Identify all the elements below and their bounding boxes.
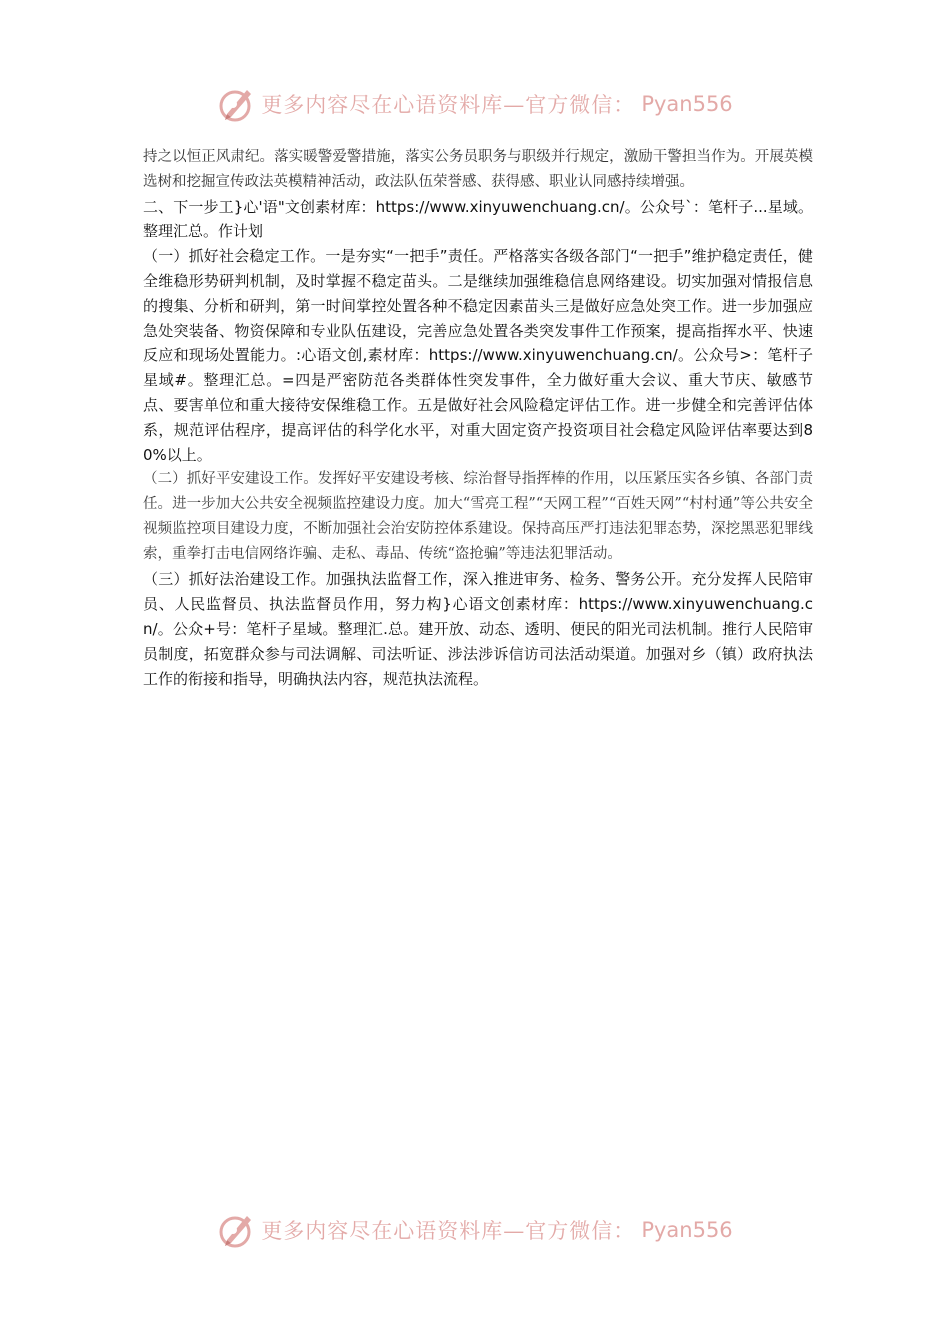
paragraph-social-stability: （一）抓好社会稳定工作。一是夯实“一把手”责任。严格落实各级各部门“一把手”维护稳定责任，健全维稳形势研判机制，及时掌握不稳定苗头。二是继续加强维稳信息网络建设。切实加强对情报信息的搜集、分析和研判，第一时间掌控处置各种不稳定因素苗头三是做好应急处突工作。进一步加强应急处突装备、物资保障和专业队伍建设，完善应急处置各类突发事件工作预案，提高指挥水平、快速反应和现场处置能力。:心语文创,素材库：https://www.xinyuwenchuang.cn/。公众号>：笔杆子星域#。整理汇总。=四是严密防范各类群体性突发事件，全力做好重大会议、重大节庆、敏感节点、要害单位和重大接待安保维稳工作。五是做好社会风险稳定评估工作。进一步健全和完善评估体系，规范评估程序，提高评估的科学化水平，对重大固定资产投资项目社会稳定风险评估率要达到80%以上。 (143, 247, 813, 464)
wechat-id: Pyan556 (641, 92, 733, 116)
wechat-id: Pyan556 (641, 1218, 733, 1242)
paragraph-safety-construction: （二）抓好平安建设工作。发挥好平安建设考核、综治督导指挥棒的作用，以压紧压实各乡镇、各部门责任。进一步加大公共安全视频监控建设力度。加大“雪亮工程”“天网工程”“百姓天网”“村村通”等公共安全视频监控项目建设力度，不断加强社会治安防控体系建设。保持高压严打违法犯罪态势，深挖黑恶犯罪线索，重拳打击电信网络诈骗、走私、毒品、传统“盗抢骗”等违法犯罪活动。 (143, 471, 813, 563)
header-banner (0, 82, 950, 126)
section-heading-next-steps: 二、下一步工}心'语"文创素材库：https://www.xinyuwenchuang.cn/。公众号`：笔杆子...星域。整理汇总。作计划 (143, 197, 813, 241)
banner-text: 更多内容尽在心语资料库—官方微信： (261, 1219, 636, 1243)
banner-text: 更多内容尽在心语资料库—官方微信： (261, 93, 636, 117)
pen-logo-icon (217, 84, 257, 124)
document-body (143, 145, 813, 691)
pen-logo-icon (217, 1210, 257, 1250)
footer-banner (0, 1208, 950, 1252)
paragraph-rule-of-law: （三）抓好法治建设工作。加强执法监督工作，深入推进审务、检务、警务公开。充分发挥人民陪审员、人民监督员、执法监督员作用，努力构}心语文创素材库：https://www.xinyuwenchuang.cn/。公众+号：笔杆子星域。整理汇.总。建开放、动态、透明、便民的阳光司法机制。推行人民陪审员制度，拓宽群众参与司法调解、司法听证、涉法涉诉信访司法活动渠道。加强对乡（镇）政府执法工作的衔接和指导，明确执法内容，规范执法流程。 (143, 570, 813, 688)
paragraph-intro: 持之以恒正风肃纪。落实暖警爱警措施，落实公务员职务与职级并行规定，激励干警担当作为。开展英模选树和挖掘宣传政法英模精神活动，政法队伍荣誉感、获得感、职业认同感持续增强。 (143, 149, 813, 190)
